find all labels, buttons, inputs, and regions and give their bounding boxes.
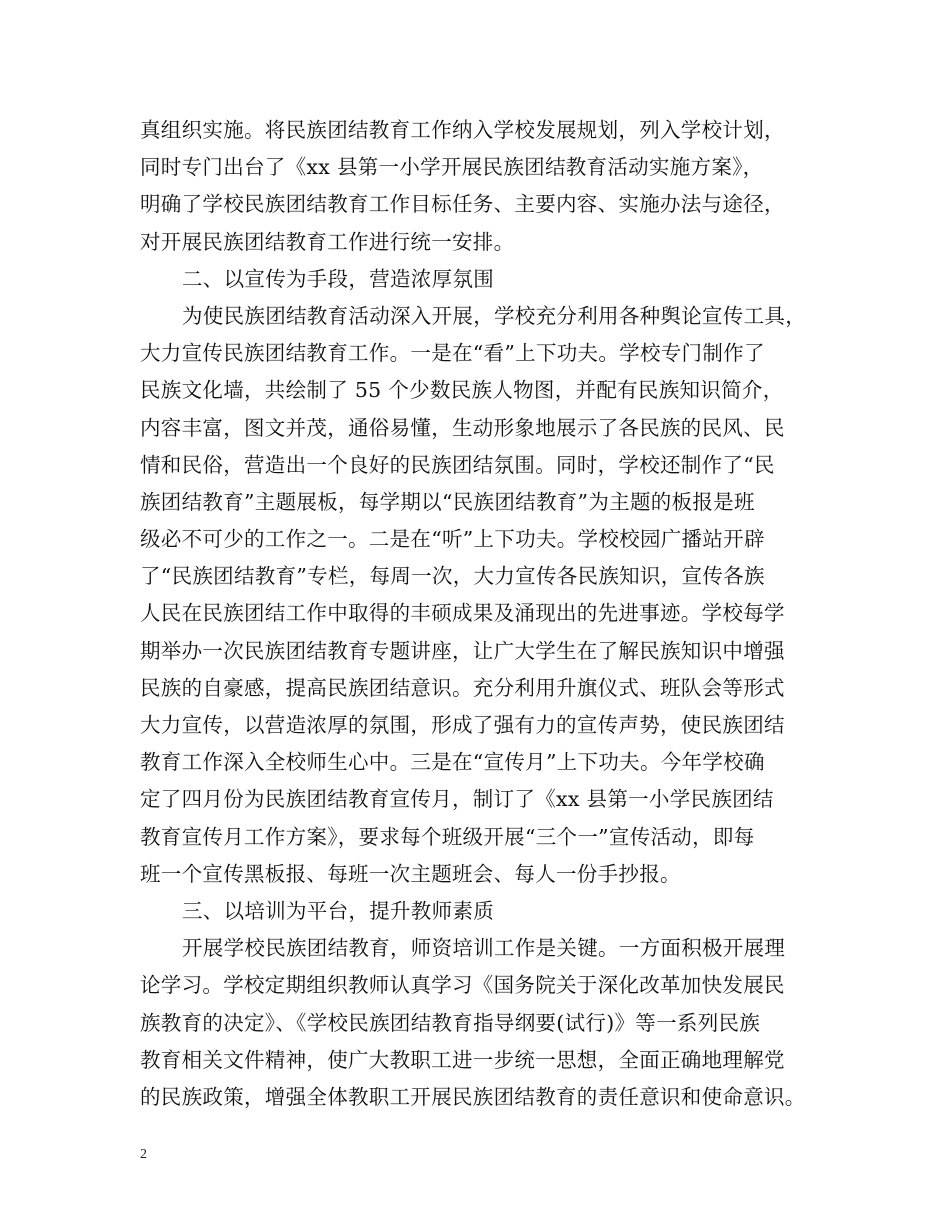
text-line: 民族的自豪感，提高民族团结意识。充分利用升旗仪式、班队会等形式: [140, 675, 785, 700]
text-line: 教育相关文件精神，使广大教职工进一步统一思想，全面正确地理解党: [140, 1047, 785, 1072]
text-line: 的民族政策，增强全体教职工开展民族团结教育的责任意识和使命意识。: [140, 1084, 806, 1109]
text-line: 大力宣传，以营造浓厚的氛围，形成了强有力的宣传声势，使民族团结: [140, 713, 785, 737]
text-line: 定了四月份为民族团结教育宣传月，制订了《xx 县第一小学民族团结: [140, 787, 774, 812]
text-line: 教育工作深入全校师生心中。三是在“宣传月”上下功夫。今年学校确: [140, 750, 765, 775]
text-line: 人民在民族团结工作中取得的丰硕成果及涌现出的先进事迹。学校每学: [140, 601, 785, 626]
text-line: 情和民俗，营造出一个良好的民族团结氛围。同时，学校还制作了“民: [140, 452, 775, 477]
text-line: 族团结教育”主题展板，每学期以“民族团结教育”为主题的板报是班: [140, 489, 755, 514]
text-line: 二、以宣传为手段，营造浓厚氛围: [182, 266, 494, 291]
text-line: 级必不可少的工作之一。二是在“听”上下功夫。学校校园广播站开辟: [140, 527, 765, 552]
page-number: 2: [140, 1147, 147, 1162]
text-line: 了“民族团结教育”专栏，每周一次，大力宣传各民族知识，宣传各族: [140, 564, 765, 589]
text-line: 大力宣传民族团结教育工作。一是在“看”上下功夫。学校专门制作了: [140, 341, 765, 366]
text-line: 对开展民族团结教育工作进行统一安排。: [140, 229, 515, 254]
text-line: 真组织实施。将民族团结教育工作纳入学校发展规划，列入学校计划，: [140, 118, 785, 142]
text-line: 族教育的决定》、《学校民族团结教育指导纲要(试行)》等一系列民族: [140, 1010, 761, 1035]
text-line: 明确了学校民族团结教育工作目标任务、主要内容、实施办法与途径，: [140, 192, 785, 217]
text-line: 班一个宣传黑板报、每班一次主题班会、每人一份手抄报。: [140, 861, 681, 886]
text-line: 三、以培训为平台，提升教师素质: [182, 898, 494, 923]
text-line: 民族文化墙，共绘制了 55 个少数民族人物图，并配有民族知识简介，: [140, 378, 784, 403]
text-line: 教育宣传月工作方案》，要求每个班级开展“三个一”宣传活动，即每: [140, 824, 755, 849]
text-line: 期举办一次民族团结教育专题讲座，让广大学生在了解民族知识中增强: [140, 638, 785, 663]
text-line: 同时专门出台了《xx 县第一小学开展民族团结教育活动实施方案》，: [140, 155, 764, 180]
text-line: 为使民族团结教育活动深入开展，学校充分利用各种舆论宣传工具，: [182, 303, 806, 328]
body-text: [140, 112, 840, 1116]
text-line: 论学习。学校定期组织教师认真学习《国务院关于深化改革加快发展民: [140, 973, 785, 998]
text-line: 开展学校民族团结教育，师资培训工作是关键。一方面积极开展理: [182, 936, 786, 961]
text-line: 内容丰富，图文并茂，通俗易懂，生动形象地展示了各民族的民风、民: [140, 415, 785, 440]
